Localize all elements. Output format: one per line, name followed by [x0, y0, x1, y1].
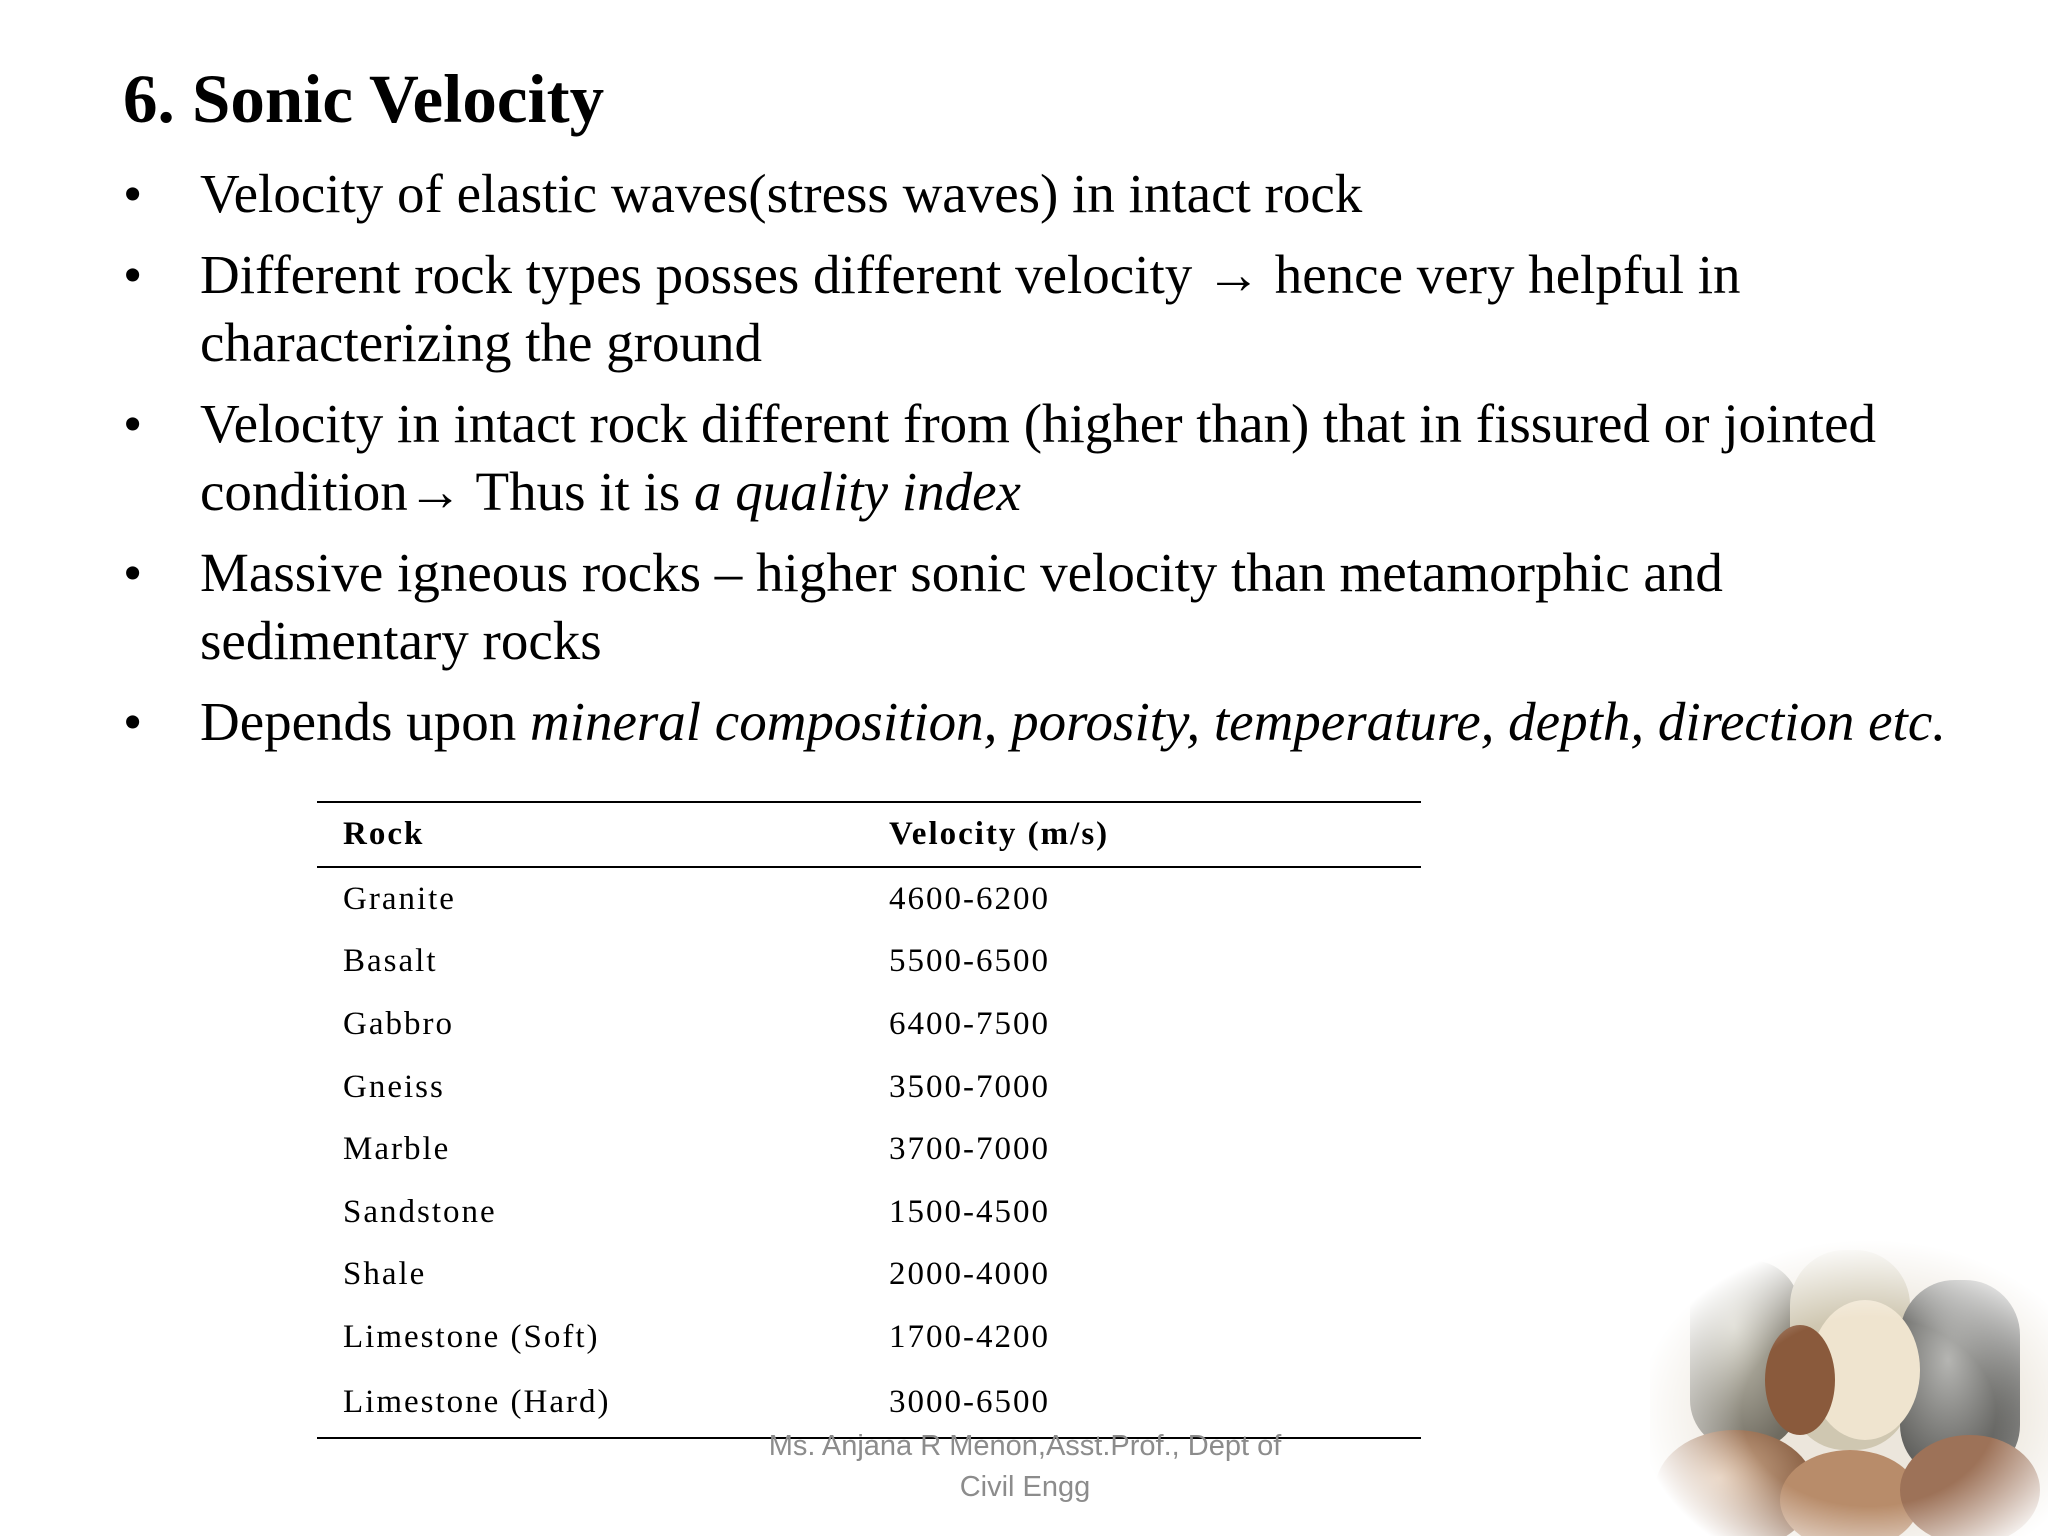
bullet-icon: •	[123, 244, 143, 305]
cell-velocity: 5500-6500	[889, 943, 1050, 980]
bullet-text: Thus it is	[462, 461, 695, 522]
bullet-item	[123, 160, 1953, 228]
cell-rock: Sandstone	[343, 1193, 497, 1230]
cell-velocity: 6400-7500	[889, 1005, 1050, 1042]
rock-velocity-table	[317, 801, 1421, 1439]
bullet-item	[123, 241, 1953, 377]
bullet-list	[123, 160, 1953, 769]
cell-velocity: 3000-6500	[863, 1369, 1421, 1438]
slide-footer	[700, 1426, 1350, 1508]
bullet-text: Massive igneous rocks – higher sonic velocity than metamorphic and sedimentary rocks	[200, 542, 1723, 671]
column-header-velocity: Velocity (m/s)	[863, 802, 1421, 867]
rock-core-samples-photo	[1650, 1240, 2048, 1536]
cell-velocity: 2000-4000	[889, 1256, 1050, 1293]
slide-title: 6. Sonic Velocity	[123, 61, 605, 137]
bullet-icon: •	[123, 393, 143, 454]
cell-velocity: 3500-7000	[889, 1068, 1050, 1105]
table-row	[317, 1056, 1421, 1119]
bullet-text: Velocity in intact rock different from (higher than) that in fissured or jointed condition	[200, 393, 1876, 522]
cell-rock: Gabbro	[343, 1005, 454, 1042]
cell-velocity: 3700-7000	[889, 1131, 1050, 1168]
bullet-icon: •	[123, 163, 143, 224]
bullet-text: hence very helpful in characterizing the ground	[200, 244, 1741, 373]
bullet-icon: •	[123, 542, 143, 603]
bullet-text: Depends upon	[200, 691, 530, 752]
cell-rock: Marble	[343, 1131, 451, 1168]
table-row	[317, 1306, 1421, 1369]
bullet-emphasis: a quality index	[694, 461, 1021, 522]
table-header-row	[317, 802, 1421, 867]
table-row	[317, 1244, 1421, 1307]
bullet-item	[123, 688, 1953, 756]
cell-velocity: 1500-4500	[889, 1193, 1050, 1230]
table-row	[317, 931, 1421, 994]
arrow-right-icon: →	[407, 461, 463, 522]
bullet-emphasis: mineral composition, porosity, temperature, depth, direction etc.	[529, 691, 1946, 752]
footer-line: Ms. Anjana R Menon,Asst.Prof., Dept of	[768, 1430, 1282, 1462]
cell-rock: Limestone (Hard)	[317, 1369, 863, 1438]
bullet-text: Velocity of elastic waves(stress waves) in intact rock	[200, 163, 1363, 224]
cell-velocity: 4600-6200	[889, 880, 1050, 917]
bullet-text: Different rock types posses different velocity	[200, 244, 1207, 305]
table-row	[317, 1181, 1421, 1244]
table-row	[317, 993, 1421, 1056]
arrow-right-icon: →	[1206, 244, 1262, 305]
footer-line: Civil Engg	[959, 1471, 1091, 1503]
bullet-item	[123, 390, 1953, 526]
bullet-item	[123, 539, 1953, 675]
table-row	[317, 1118, 1421, 1181]
cell-velocity: 1700-4200	[889, 1318, 1050, 1355]
cell-rock: Shale	[343, 1256, 427, 1293]
cell-rock: Basalt	[343, 943, 438, 980]
table-row	[317, 867, 1421, 931]
cell-rock: Limestone (Soft)	[343, 1318, 600, 1355]
cell-rock: Gneiss	[343, 1068, 445, 1105]
bullet-icon: •	[123, 691, 143, 752]
column-header-rock: Rock	[317, 802, 863, 867]
cell-rock: Granite	[343, 880, 456, 917]
